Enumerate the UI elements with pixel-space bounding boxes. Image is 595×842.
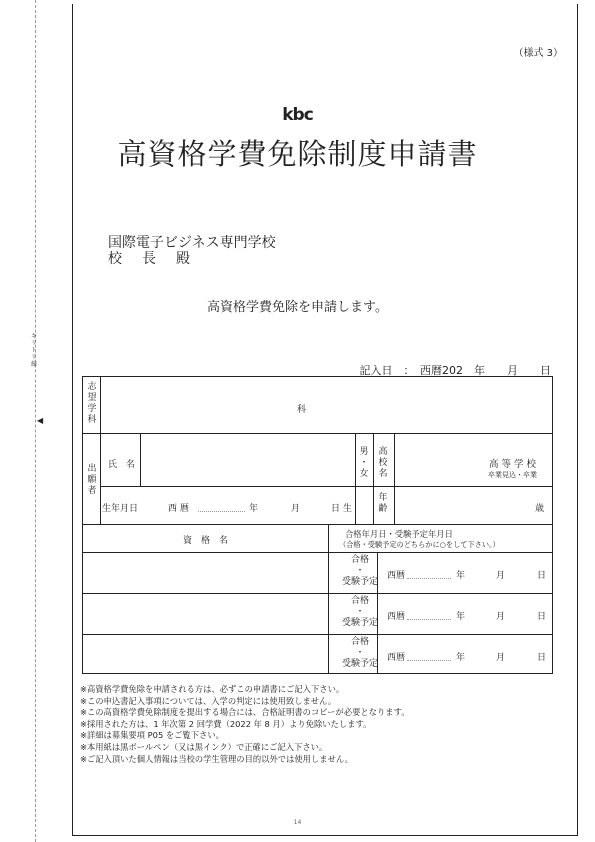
dept-label-2: 望 [87,393,97,403]
addressee-principal: 校 長 殿 [108,251,193,267]
triangle-marker-icon: ◀ [37,416,44,425]
graduation-status[interactable]: 卒業見込・卒業 [488,471,537,479]
school-logo: kbc [282,105,313,125]
cut-line [35,0,36,842]
entry-date: 記入日 ： 西暦202 年 月 日 [359,364,551,377]
row-3-dot: ・ [355,648,365,658]
row-1-month: 月 [496,571,506,581]
application-statement: 高資格学費免除を申請します。 [207,300,388,315]
age-suffix: 歳 [535,504,545,514]
note-5: ※詳細は募集要項 P05 をご覧下さい。 [80,730,224,741]
hs-label-2: 校 [378,458,388,468]
row-2-month: 月 [496,612,506,622]
form-number: （様式 3） [513,48,563,59]
gender-dot: ・ [359,458,369,468]
high-school-suffix: 高 等 学 校 [489,459,537,470]
page-number: 14 [293,819,302,826]
page-title: 高資格学費免除制度申請書 [117,137,478,171]
row-2-year: 年 [456,612,466,622]
row-2-era: 西暦 [387,612,406,622]
dob-label: 生年月日 [102,504,139,514]
dob-month: 月 [291,504,301,514]
row-2-day: 日 [537,612,547,622]
qualification-header: 資 格 名 [183,536,229,546]
row-1-dot: ・ [355,566,365,576]
gender-male[interactable]: 男 [359,447,369,457]
row-1-era: 西暦 [387,571,406,581]
dept-suffix[interactable]: 科 [297,405,307,415]
row-2-passed[interactable]: 合格 [350,596,369,606]
applicant-label-3: 者 [87,486,97,496]
gender-female[interactable]: 女 [359,469,369,479]
pass-date-header: 合格年月日・受験予定年月日 [345,529,453,539]
row-1-year: 年 [456,571,466,581]
row-1-scheduled[interactable]: 受験予定 [341,577,378,587]
pass-date-note: （合格・受験予定のどちらかに○をして下さい。） [339,540,500,549]
hs-label-1: 高 [378,447,388,457]
age-label-2: 齢 [378,504,388,514]
name-label: 氏 名 [108,460,136,470]
note-3: ※この高資格学費免除制度を提出する場合には、合格証明書のコピーが必要となります。 [80,707,410,718]
dob-year: 年 [249,504,259,514]
note-4: ※採用された方は、1 年次第 2 回学費（2022 年 8 月）より免除いたします。 [80,718,372,729]
row-3-day: 日 [537,653,547,663]
row-3-month: 月 [496,653,506,663]
row-1-day: 日 [537,571,547,581]
row-3-era: 西暦 [387,653,406,663]
row-2-dot: ・ [355,607,365,617]
note-6: ※本用紙は黒ボールペン（又は黒インク）で正確にご記入下さい。 [80,741,328,752]
application-table [82,376,553,674]
dept-label-1: 志 [87,382,97,392]
row-1-passed[interactable]: 合格 [350,555,369,565]
dept-label-3: 学 [87,404,97,414]
dob-day: 日 生 [331,504,352,514]
row-3-scheduled[interactable]: 受験予定 [341,659,378,669]
row-2-scheduled[interactable]: 受験予定 [341,618,378,628]
note-1: ※高資格学費免除を申請される方は、必ずこの申請書にご記入下さい。 [80,684,345,694]
row-3-passed[interactable]: 合格 [350,637,369,647]
age-label-1: 年 [378,493,388,503]
note-2: ※この申込書記入事項については、入学の判定には使用致しません。 [80,695,337,706]
notes-list [80,684,410,765]
note-7: ※ご記入頂いた個人情報は当校の学生管理の目的以外では使用しません。 [80,753,353,764]
applicant-label-2: 願 [87,475,97,485]
addressee-school: 国際電子ビジネス専門学校 [108,235,276,251]
dept-label-4: 科 [87,415,97,425]
applicant-label-1: 出 [87,464,97,474]
row-3-year: 年 [456,653,466,663]
hs-label-3: 名 [378,469,388,479]
dob-era: 西 暦 [168,504,189,514]
cut-line-label: キリトリ線 [30,333,37,368]
